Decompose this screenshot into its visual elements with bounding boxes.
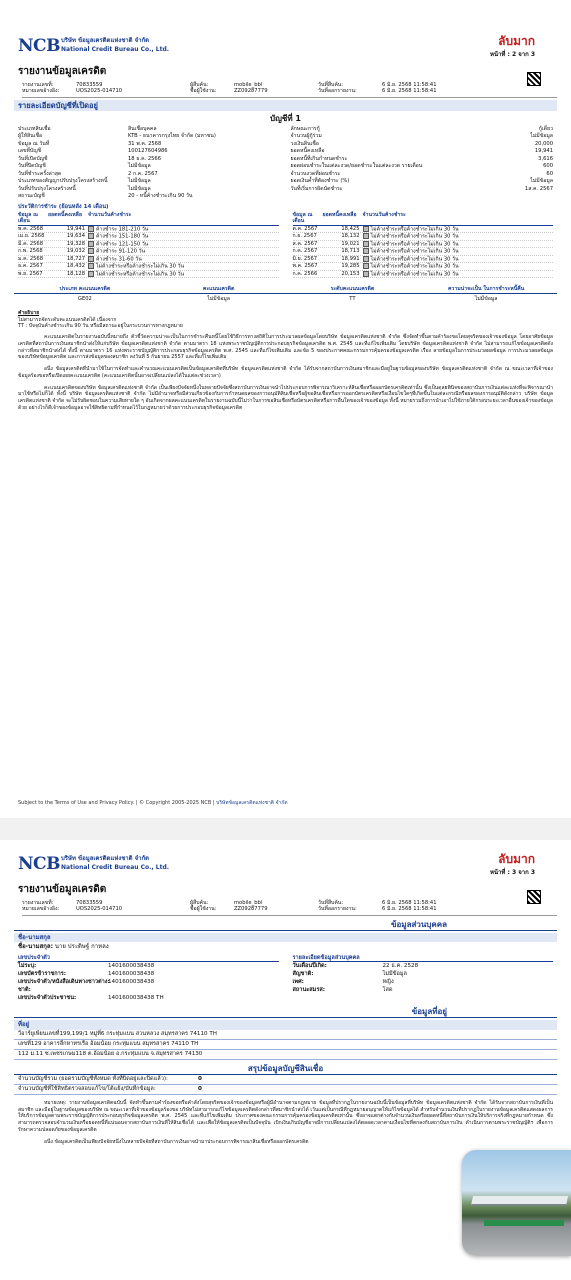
payment-status: ค้างชำระ 151-180 วัน	[88, 233, 279, 240]
account-field: วันที่ปิดบัญชี ไม่มีข้อมูล	[18, 163, 151, 170]
report-meta: รายงานเลขที่: 70833559 ผู้สืบค้น: mobile_bbl วันที่สืบค้น: 6 มิ.ย. 2568 11:58:41 หมายเลขอ้างอิง: UOS2025-014710 ชื่อผู้ใช้งาน: ZZ09287779 วันที่ออกรายงาน: 6 มิ.ย. 2568 11:58:41	[22, 82, 557, 98]
payment-history	[14, 212, 557, 279]
payment-status: ไม่ค้างชำระหรือค้างชำระไม่เกิน 30 วัน	[88, 263, 279, 270]
payment-row: ธ.ค. 2567 18,432 ไม่ค้างชำระหรือค้างชำระไม่เกิน 30 วัน	[18, 263, 279, 271]
section-title-summary: สรุปข้อมูลบัญชีสินเชื่อ	[14, 1064, 557, 1075]
confidential-label: ลับมาก	[498, 34, 535, 48]
account-field: ยอดหนี้คงเหลือ 19,941	[290, 148, 553, 155]
definitions: คำอธิบาย ไม่สามารถจัดระดับคะแนนเครดิตได้ เนื่องจาก TT : ปัจจุบันค้างชำระเกิน 90 วัน หรือมีสถานะอยู่ในกระบวนการทางกฎหมาย	[18, 310, 183, 329]
payment-row: พ.ย. 2567 18,128 ไม่ค้างชำระหรือค้างชำระไม่เกิน 30 วัน	[18, 271, 279, 279]
footer-link[interactable]: บริษัทข้อมูลเครดิตแห่งชาติ จำกัด	[216, 800, 288, 806]
address-line: 112 ม.11 ซ.เพชรเกษม118 ต.อ้อมน้อย อ.กระทุ่มแบน จ.สมุทรสาคร 74130	[14, 1050, 557, 1060]
account-field: วันที่เริ่มการผิดนัดชำระ 1ส.ค. 2567	[290, 185, 553, 192]
payment-row: พ.ค. 2567 19,285 ไม่ค้างชำระหรือค้างชำระไม่เกิน 30 วัน	[293, 263, 554, 271]
section-title-open-accounts: รายละเอียดบัญชีที่เปิดอยู่	[14, 100, 557, 111]
id-field: เลขประจำตัว/หนังสือเดินทางชาวต่าง: 1401600038438	[18, 979, 155, 986]
disclaimer-paragraph: อนึ่ง ข้อมูลเครดิตที่นำมาใช้ในการจัดทำและคำนวณคะแนนเครดิตเป็นข้อมูลเครดิตที่บริษัท ข้อมูลเครดิตแห่งชาติ จำกัด ได้รับจากสถาบันการเงินสมาชิกและมีอยู่ในฐานข้อมูลของบริษัท ข้อมูลเครดิตแห่งชาติ จำกัด ณ ขณะเวลาที่เจ้าของข้อมูลร้องขอหรือเปิดเผยคะแนนเครดิต (คะแนนเครดิตนั้นอาจเปลี่ยนแปลงได้ในแต่ละช่วงเวลา)	[18, 366, 553, 379]
payment-row: ส.ค. 2567 19,021 ไม่ค้างชำระหรือค้างชำระไม่เกิน 30 วัน	[293, 241, 554, 249]
payment-status: ไม่ค้างชำระหรือค้างชำระไม่เกิน 30 วัน	[363, 263, 554, 270]
account-field: วันที่เปิดบัญชี 18 ธ.ค. 2566	[18, 155, 162, 162]
account-field: ข้อมูล ณ วันที่ 31 พ.ค. 2568	[18, 140, 162, 147]
full-name: ชื่อ-นามสกุล: นาย ประดิษฐ์ กาหลง	[18, 943, 109, 950]
payment-status: ไม่ค้างชำระหรือค้างชำระไม่เกิน 30 วัน	[363, 226, 554, 233]
company-name: บริษัท ข้อมูลเครดิตแห่งชาติ จำกัด National Credit Bureau Co., Ltd.	[61, 37, 170, 53]
address-header: ที่อยู่	[14, 1020, 557, 1030]
payment-row: ต.ค. 2567 18,425 ไม่ค้างชำระหรือค้างชำระไม่เกิน 30 วัน	[293, 226, 554, 234]
payment-status: ค้างชำระ 91-120 วัน	[88, 248, 279, 255]
account-field: ยอดเงินค้ำที่ต้องชำระ (%) ไม่มีข้อมูล	[290, 178, 553, 185]
page-number: หน้าที่ : 3 จาก 3	[489, 869, 535, 876]
payment-status: ไม่ค้างชำระหรือค้างชำระไม่เกิน 30 วัน	[363, 233, 554, 240]
payment-row: ก.ย. 2567 18,132 ไม่ค้างชำระหรือค้างชำระไม่เกิน 30 วัน	[293, 233, 554, 241]
payment-status: ไม่ค้างชำระหรือค้างชำระไม่เกิน 30 วัน	[363, 241, 554, 248]
account-field: ยอดหนี้ที่เกินกำหนดชำระ 3,616	[290, 155, 553, 162]
payment-row: มิ.ย. 2567 18,991 ไม่ค้างชำระหรือค้างชำระไม่เกิน 30 วัน	[293, 256, 554, 264]
address-list	[14, 1030, 557, 1060]
report-header	[14, 848, 557, 882]
payment-status: ค้างชำระ 181-210 วัน	[88, 226, 279, 233]
report-title: รายงานข้อมูลเครดิต	[18, 66, 107, 77]
account-field: วันที่ชำระครั้งล่าสุด 2 ก.ค. 2567	[18, 170, 158, 177]
ncb-logo: NCB	[18, 854, 60, 874]
section-title-personal: ข้อมูลส่วนบุคคล	[14, 920, 557, 931]
note-paragraph: หมายเหตุ: รายงานข้อมูลเครดิตฉบับนี้ จัดทำขึ้นตามคำร้องขอหรือคำสั่งโดยสุจริตของเจ้าของข้อมูลหรือผู้มีอำนาจตามกฎหมาย ข้อมูลที่ปรากฏในรายงานฉบับนี้เป็นข้อมูลที่บริษัท ข้อมูลเครดิตแห่งชาติ จำกัด ได้รับจากสถาบันการเงินที่เป็นสมาชิก และมีอยู่ในฐานข้อมูลของบริษัท ณ ขณะเวลาที่เจ้าของข้อมูลร้องขอ บริษัทไม่สามารถแก้ไขข้อมูลเครดิตดังกล่าวที่สมาชิกนำส่งได้ เว้นแต่เป็นกรณีที่กฎหมายอนุญาตให้แก้ไขข้อมูลได้ สำหรับจำนวนเงินที่ปรากฏในรายงานข้อมูลเครดิตแสดงผลการให้บริการข้อมูลตามพระราชบัญญัติการประกอบธุรกิจข้อมูลเครดิต พ.ศ. 2545 และที่แก้ไขเพิ่มเติม ประกาศของคณะกรรมการคุ้มครองข้อมูลเครดิตเท่านั้น ซึ่งอาจแตกต่างกับจำนวนเงินหรือยอดหนี้ที่สถาบันการเงินให้บริการจริงที่กฎหมายกำหนด ซึ่งสามารถตรวจสอบจำนวนเงินหรือยอดหนี้ที่แน่นอนจากสถาบันการเงินที่ให้สินเชื่อได้ และเพื่อให้ข้อมูลเครดิตเป็นปัจจุบัน เบิกเงินเกินบัญชีอาจมีการเปลี่ยนแปลงได้ตลอดเวลาตามเงื่อนไขที่ตกลงกับสถาบันการเงิน ดำเนินการตามพระราชบัญญัติฯ เพื่อการรักษาความปลอดภัยของข้อมูลเครดิต	[18, 1099, 553, 1133]
payment-status: ค้างชำระ 31-60 วัน	[88, 256, 279, 263]
account-field: จำนวนงวดที่ผ่อนชำระ 60	[290, 170, 553, 177]
qr-code-icon	[527, 890, 541, 904]
ncb-logo: NCB	[18, 36, 60, 56]
personal-field: เพศ: หญิง	[292, 979, 394, 986]
payment-status: ไม่ค้างชำระหรือค้างชำระไม่เกิน 30 วัน	[363, 248, 554, 255]
account-field: จำนวนผู้กู้ร่วม ไม่มีข้อมูล	[290, 133, 553, 140]
payment-row: พ.ค. 2568 19,941 ค้างชำระ 181-210 วัน	[18, 226, 279, 234]
personal-field: สัญชาติ: ไม่มีข้อมูล	[292, 971, 407, 978]
floating-video-thumbnail[interactable]	[462, 1150, 571, 1256]
page-separator	[0, 818, 571, 840]
page-number: หน้าที่ : 2 จาก 3	[489, 51, 535, 58]
identity-details	[14, 955, 557, 1004]
summary-row: จำนวนบัญชีรวม (ยอดรวมบัญชีทั้งหมด ทั้งที่ปิดอยู่และปิดแล้ว): 0	[14, 1075, 557, 1085]
account-summary	[14, 1075, 557, 1095]
personal-field: วันเดือนปีเกิด: 22 ธ.ค. 2528	[292, 963, 419, 970]
name-header: ชื่อ-นามสกุล	[14, 933, 557, 943]
payment-status: ไม่ค้างชำระหรือค้างชำระไม่เกิน 30 วัน	[363, 271, 554, 278]
report-meta: รายงานเลขที่: 70833559 ผู้สืบค้น: mobile_bbl วันที่สืบค้น: 6 มิ.ย. 2568 11:58:41 หมายเลขอ้างอิง: UOS2025-014710 ชื่อผู้ใช้งาน: ZZ09287779 วันที่ออกรายงาน: 6 มิ.ย. 2568 11:58:41	[22, 900, 557, 916]
personal-details-header: รายละเอียดข้อมูลส่วนบุคคล	[293, 955, 554, 963]
disclaimer-paragraph: คะแนนเครดิตในรายงานฉบับนี้หมายถึง ตัวชี้วัดความน่าจะเป็นในการชำระคืนหนี้โดยใช้วิธีการทางสถิติในการประมวลผลข้อมูลโดยบริษัท ข้อมูลเครดิตแห่งชาติ จำกัด ซึ่งจัดทำขึ้นตามคำร้องขอโดยสุจริตของเจ้าของข้อมูล โดยอาศัยข้อมูลเครดิตที่สถาบันการเงินสมาชิกนำส่งให้แก่บริษัท ข้อมูลเครดิตแห่งชาติ จำกัด ตามมาตรา 18 แห่งพระราชบัญญัติการประกอบธุรกิจข้อมูลเครดิต พ.ศ. 2545 และที่แก้ไขเพิ่มเติม โดยบริษัท ข้อมูลเครดิตแห่งชาติ จำกัด ไม่สามารถแก้ไขข้อมูลเครดิตดังกล่าวที่สมาชิกนำส่งได้ ทั้งนี้ ตามมาตรา 16 แห่งพระราชบัญญัติการประกอบธุรกิจข้อมูลเครดิต พ.ศ. 2545 และที่แก้ไขเพิ่มเติม และข้อ 5 ของประกาศคณะกรรมการคุ้มครองข้อมูลเครดิต เรื่อง ลายข้อมูลในการประมวลผลข้อมูล การประมวลผลข้อมูลของบริษัทข้อมูลเครดิต และการส่งข้อมูลของสมาชิก ลงวันที่ 5 กันยายน 2557 และที่แก้ไขเพิ่มเติม	[18, 334, 553, 361]
report-header	[14, 30, 557, 64]
account-field: วันที่ปรับปรุงโครงสร้างหนี้ ไม่มีข้อมูล	[18, 185, 151, 192]
payment-row: ก.ค. 2567 18,713 ไม่ค้างชำระหรือค้างชำระไม่เกิน 30 วัน	[293, 248, 554, 256]
account-field: ประเภทสินเชื่อ สินเชื่อบุคคล	[18, 125, 157, 132]
credit-score-values: GE02 ไม่มีข้อมูล TT ไม่มีข้อมูล	[77, 295, 498, 302]
account-field: ผู้ให้สินเชื่อ KTB - ธนาคารกรุงไทย จำกัด (มหาชน)	[18, 133, 216, 140]
id-field: เลขประจำตัวประชาชน: 1401600038438 TH	[18, 995, 164, 1002]
disclaimer-paragraph: คะแนนเครดิตของบริษัท ข้อมูลเครดิตแห่งชาติ จำกัด เป็นเพียงปัจจัยหนึ่งในหลายปัจจัยซึ่งสถาบันการเงินอาจนำไปประกอบการพิจารณาวิเคราะห์สินเชื่อหรือออกบัตรเครดิตเท่านั้น ซึ่งเป็นดุลยพินิจของสถาบันการเงินแต่ละแห่งที่จะพิจารณานำมาใช้หรือไม่ก็ได้ ทั้งนี้ บริษัท ข้อมูลเครดิตแห่งชาติ จำกัด ไม่มีอำนาจหรือมีส่วนเกี่ยวข้องกับการกำหนดผลของการอนุมัติสินเชื่อหรือผู้ขอสินเชื่อหรือการออกบัตรเครดิตหรือเงื่อนไขใดๆที่เกิดขึ้นในแต่ละกรณีหรือผลของการอนุมัติดังกล่าว บริษัท ข้อมูลเครดิตแห่งชาติ จำกัด จะไม่รับผิดชอบในความเสียหายใด ๆ อันเกิดจากผลคะแนนเครดิตในรายงานฉบับนี้ไม่ว่าในการขอสินเชื่อหรือบัตรเครดิตหรือการอื่นใดของเจ้าของข้อมูล ทั้งนี้ หมายรวมถึงการนำเอาไปใช้ภายใต้กรอบระยะเวลาอื่นของเจ้าของข้อมูลด้วย อย่างไรก็ดีเจ้าของข้อมูลอาจใช้สิทธิตามที่กำหนดไว้ในกฎหมายว่าด้วยการประกอบธุรกิจข้อมูลเครดิต	[18, 384, 553, 411]
account-field: ลักษณะการกู้ กู้เดี่ยว	[290, 125, 553, 132]
note-paragraph: อนึ่ง ข้อมูลเครดิตเป็นเพียงปัจจัยหนึ่งในหลายปัจจัยที่สถาบันการเงินอาจนำมาประกอบการพิจารณาสินเชื่อหรือออกบัตรเครดิต	[44, 1138, 309, 1145]
account-fields-left	[18, 126, 281, 201]
payment-history-left: ข้อมูล ณ เดือน ยอดหนี้คงเหลือ จำนวนวันค้างชำระ พ.ค. 2568 19,941 ค้างชำระ 181-210 วัน เม.ย. 2568 19,634 ค้างชำระ 151-180 วัน มี.ค. 2568 19,328 ค้างชำระ 121-150 วัน ก.พ. 2568 19,032 ค้างชำระ 91-120 วัน ม.ค. 2568 18,727 ค้างชำระ 31-60 วัน ธ.ค. 2567 18,432 ไม่ค้างชำระหรือค้างชำระไม่เกิน 30 วัน พ.ย. 2567 18,128 ไม่ค้างชำระหรือค้างชำระไม่เกิน 30 วัน	[18, 212, 279, 279]
personal-field: สถานะสมรส: โสด	[292, 987, 393, 994]
id-field: เลขบัตรข้าราชการ: 1401600038438	[18, 971, 155, 978]
summary-row: จำนวนบัญชีที่ใช้สิทธิตรวจสอบแก้ไข/โต้แย้ง/บันทึกข้อมูล: 0	[14, 1085, 557, 1095]
id-field: ชาติ:	[18, 987, 31, 994]
page-footer: Subject to the Terms of Use and Privacy Policy. | © Copyright 2005-2025 NCB | บริษัทข้อมูลเครดิตแห่งชาติ จำกัด	[18, 800, 288, 806]
payment-status: ไม่ค้างชำระหรือค้างชำระไม่เกิน 30 วัน	[88, 271, 279, 278]
payment-status: ค้างชำระ 121-150 วัน	[88, 241, 279, 248]
qr-code-icon	[527, 72, 541, 86]
payment-row: ม.ค. 2568 18,727 ค้างชำระ 31-60 วัน	[18, 256, 279, 264]
account-field: ประเภทของสัญญาปรับปรุงโครงสร้างหนี้ ไม่มีข้อมูล	[18, 178, 151, 185]
id-field: ไม่ระบุ: 1401600038438	[18, 963, 155, 970]
account-field: เลขที่บัญชี 100127604986	[18, 148, 168, 155]
address-line: เลขที่129 อาคารลึกหาทรเรือ อ้อมน้อย กระทุ่มแบน สมุทรสาคร 74110 TH	[14, 1040, 557, 1050]
payment-row: มี.ค. 2568 19,328 ค้างชำระ 121-150 วัน	[18, 241, 279, 249]
report-page-2	[14, 30, 557, 810]
credit-score-header: ประเภท คะแนนเครดิต คะแนนเครดิต ระดับคะแนนเครดิต ความน่าจะเป็น ในการชำระหนี้คืน	[14, 286, 557, 294]
account-title: บัญชีที่ 1	[270, 113, 301, 123]
company-name: บริษัท ข้อมูลเครดิตแห่งชาติ จำกัด National Credit Bureau Co., Ltd.	[61, 855, 170, 871]
payment-history-title: ประวัติการชำระ (ย้อนหลัง 14 เดือน)	[18, 203, 109, 210]
address-line: วีอาร์ยูเพียนเลขที่199,199/1 หมู่ที่6 กระทุ่มแบน สวนหลวง สมุทรสาคร 74110 TH	[14, 1030, 557, 1040]
account-field: ยอดผ่อนชำระในแต่ละงวด/ยอดชำระในแต่ละงวด รายเดือน 600	[290, 163, 553, 170]
confidential-label: ลับมาก	[498, 852, 535, 866]
id-header: เลขประจำตัว	[18, 955, 279, 963]
payment-status: ไม่ค้างชำระหรือค้างชำระไม่เกิน 30 วัน	[363, 256, 554, 263]
account-field: สถานะบัญชี 20 - หนี้ค้างชำระเกิน 90 วัน	[18, 193, 193, 200]
payment-row: ก.พ. 2568 19,032 ค้างชำระ 91-120 วัน	[18, 248, 279, 256]
payment-history-right: ข้อมูล ณ เดือน ยอดหนี้คงเหลือ จำนวนวันค้างชำระ ต.ค. 2567 18,425 ไม่ค้างชำระหรือค้างชำระไม่เกิน 30 วัน ก.ย. 2567 18,132 ไม่ค้างชำระหรือค้างชำระไม่เกิน 30 วัน ส.ค. 2567 19,021 ไม่ค้างชำระหรือค้างชำระไม่เกิน 30 วัน ก.ค. 2567 18,713 ไม่ค้างชำระหรือค้างชำระไม่เกิน 30 วัน มิ.ย. 2567 18,991 ไม่ค้างชำระหรือค้างชำระไม่เกิน 30 วัน พ.ค. 2567 19,285 ไม่ค้างชำระหรือค้างชำระไม่เกิน 30 วัน ก.ค. 2566 20,153 ไม่ค้างชำระหรือค้างชำระไม่เกิน 30 วัน	[293, 212, 554, 279]
account-fields-right	[291, 126, 554, 201]
account-field: วงเงินสินเชื่อ 20,000	[290, 140, 553, 147]
report-title: รายงานข้อมูลเครดิต	[18, 884, 107, 895]
payment-row: ก.ค. 2566 20,153 ไม่ค้างชำระหรือค้างชำระไม่เกิน 30 วัน	[293, 271, 554, 279]
section-title-address: ข้อมูลที่อยู่	[14, 1007, 557, 1018]
account-details	[14, 126, 557, 201]
payment-row: เม.ย. 2568 19,634 ค้างชำระ 151-180 วัน	[18, 233, 279, 241]
